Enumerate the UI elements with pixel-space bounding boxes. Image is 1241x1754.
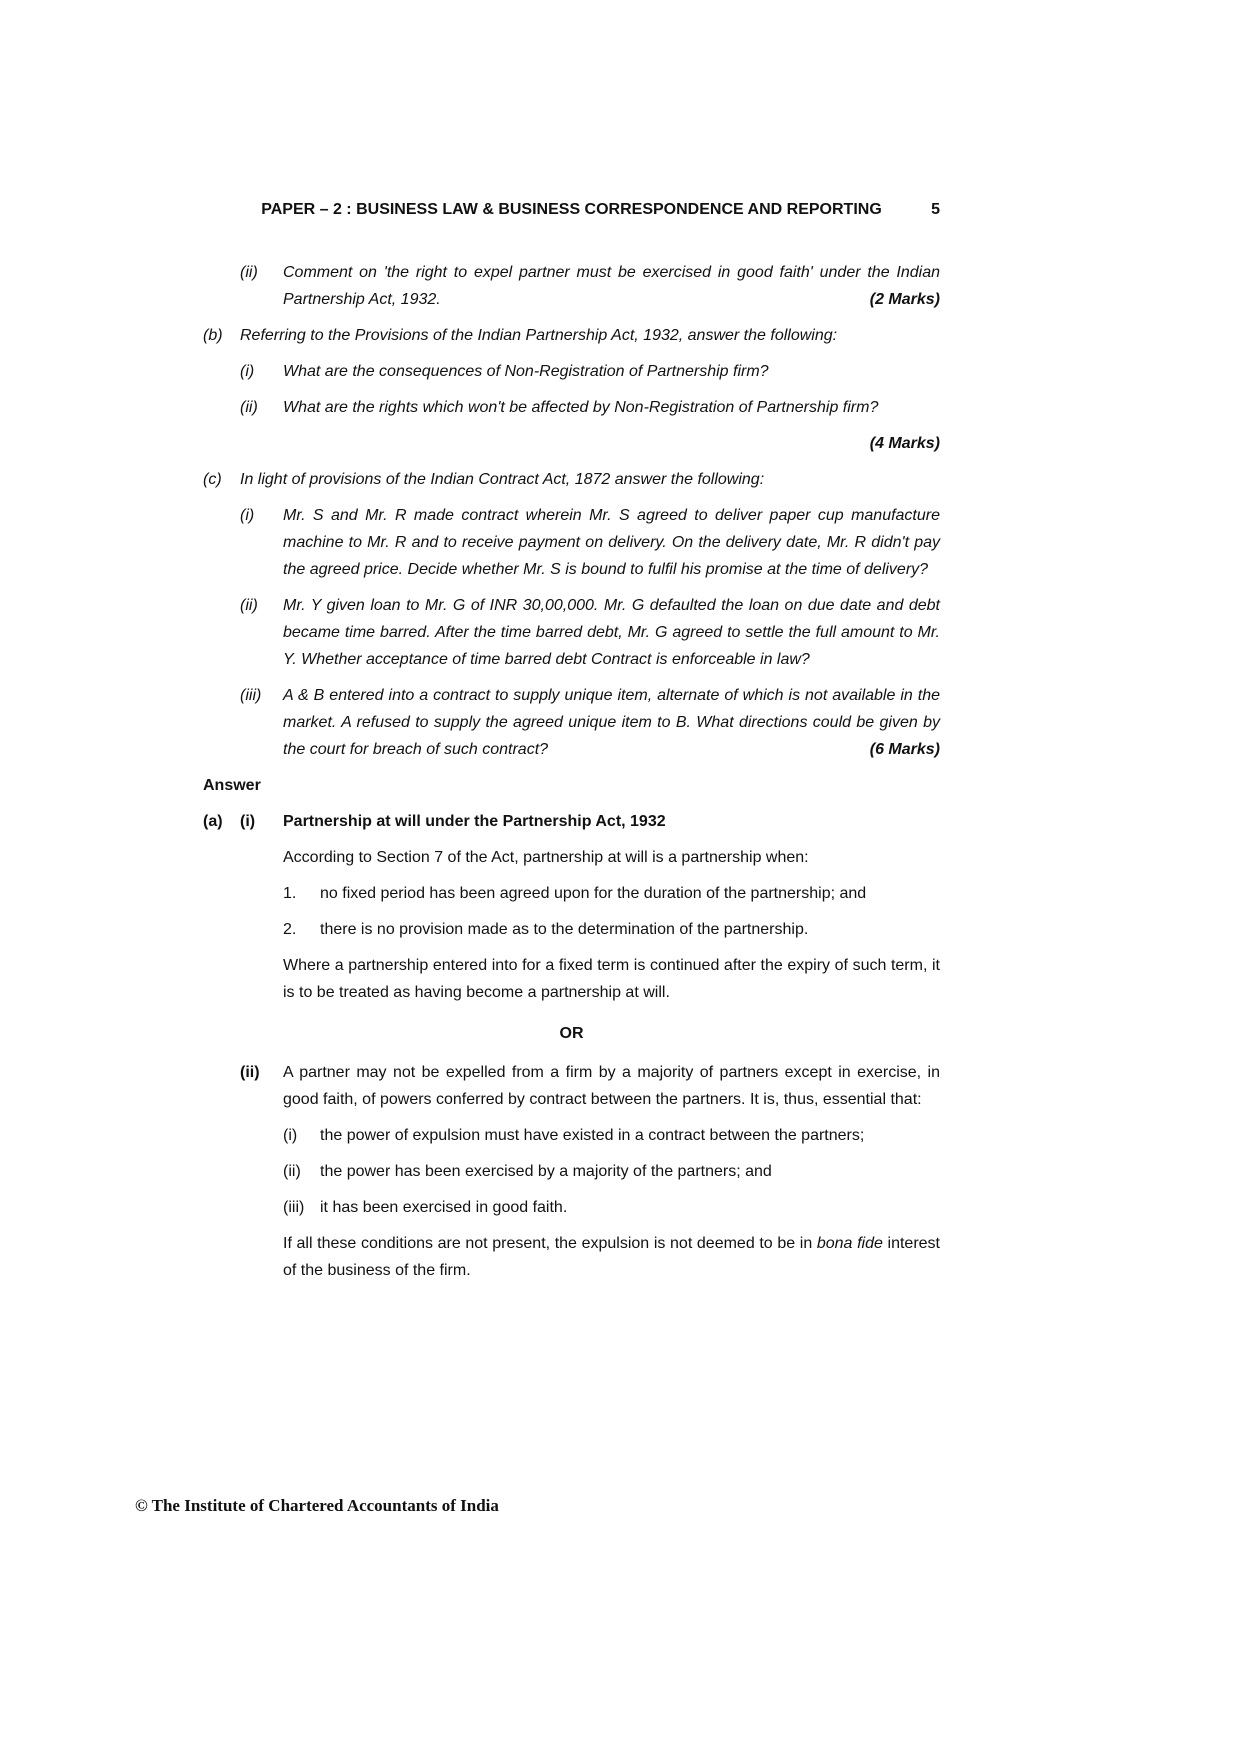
question-c-i-text: Mr. S and Mr. R made contract wherein Mr. S agreed to deliver paper cup manufacture machine to Mr. R and to receive payment on delivery. On the delivery date, Mr. R didn't pay the agreed price. Decide whether Mr. S is bound to fulfil his promise at the time of delivery? <box>283 507 940 578</box>
question-c-ii-label: (ii) <box>240 597 258 614</box>
answer-a-i-point-2-text: there is no provision made as to the determination of the partnership. <box>320 921 809 938</box>
answer-a-i-point-1-text: no fixed period has been agreed upon for the duration of the partnership; and <box>320 885 867 902</box>
question-b-intro-text: Referring to the Provisions of the Indian Partnership Act, 1932, answer the following: <box>240 327 838 344</box>
footer-copyright: © The Institute of Chartered Accountants of India <box>135 1496 499 1515</box>
question-b-item-i <box>203 358 940 385</box>
answer-a-ii-point-i-text: the power of expulsion must have existed in a contract between the partners; <box>320 1127 865 1144</box>
question-c-ii-text: Mr. Y given loan to Mr. G of INR 30,00,000. Mr. G defaulted the loan on due date and debt became time barred. After the time barred debt, Mr. G agreed to settle the full amount to Mr. Y. Whether acceptance of time barred debt Contract is enforceable in law? <box>283 597 940 668</box>
answer-a-ii-point-i-label: (i) <box>283 1127 298 1144</box>
question-c-iii-text: A & B entered into a contract to supply unique item, alternate of which is not available in the market. A refused to supply the agreed unique item to B. What directions could be given by the court for breach of such contract? <box>283 687 940 758</box>
answer-a-ii-point-iii <box>203 1194 940 1221</box>
answer-a-i-point-1 <box>203 880 940 907</box>
answer-a-ii-label: (ii) <box>240 1064 260 1081</box>
answer-a-ii-intro-row <box>203 1059 940 1113</box>
page-header <box>203 196 940 223</box>
answer-a-ii-conclusion-row <box>203 1230 940 1284</box>
question-c-intro-text: In light of provisions of the Indian Contract Act, 1872 answer the following: <box>240 471 765 488</box>
answer-a-ii-point-iii-text: it has been exercised in good faith. <box>320 1199 568 1216</box>
question-b-ii-text: What are the rights which won't be affected by Non-Registration of Partnership firm? <box>283 399 879 416</box>
answer-a-i-intro: According to Section 7 of the Act, partnership at will is a partnership when: <box>283 849 809 866</box>
answer-a-i-point-1-label: 1. <box>283 885 297 902</box>
answer-a-i-point-2-label: 2. <box>283 921 297 938</box>
answer-a-i-title-row <box>203 808 940 835</box>
marks-a-ii: (2 Marks) <box>869 291 940 308</box>
page-number: 5 <box>931 201 940 218</box>
page-content <box>203 196 940 1293</box>
question-c-i-label: (i) <box>240 507 255 524</box>
question-b-item-ii <box>203 394 940 421</box>
question-b-label: (b) <box>203 327 223 344</box>
answer-a-ii-conclusion-italic: bona fide <box>816 1235 883 1252</box>
question-a-ii <box>203 259 940 313</box>
marks-b: (4 Marks) <box>869 435 940 452</box>
or-divider: OR <box>559 1025 584 1042</box>
answer-a-ii-point-ii-label: (ii) <box>283 1163 301 1180</box>
answer-a-ii-point-iii-label: (iii) <box>283 1199 305 1216</box>
answer-heading: Answer <box>203 777 261 794</box>
answer-a-ii-intro: A partner may not be expelled from a firm by a majority of partners except in exercise, in good faith, of powers conferred by contract between the partners. It is, thus, essential that: <box>283 1064 940 1108</box>
question-b-i-text: What are the consequences of Non-Registration of Partnership firm? <box>283 363 769 380</box>
page-header-title: PAPER – 2 : BUSINESS LAW & BUSINESS CORRESPONDENCE AND REPORTING <box>261 201 882 218</box>
question-c-item-i <box>203 502 940 583</box>
answer-a-ii-point-i <box>203 1122 940 1149</box>
answer-a-i-title: Partnership at will under the Partnership Act, 1932 <box>283 813 666 830</box>
question-a-ii-text: Comment on 'the right to expel partner must be exercised in good faith' under the Indian Partnership Act, 1932. <box>283 264 940 308</box>
question-b-i-label: (i) <box>240 363 255 380</box>
question-c-item-iii <box>203 682 940 763</box>
question-a-ii-label: (ii) <box>240 264 258 281</box>
answer-a-ii-point-ii <box>203 1158 940 1185</box>
question-c-intro <box>203 466 940 493</box>
answer-a-i-label: (i) <box>240 813 256 830</box>
marks-c-iii: (6 Marks) <box>869 741 940 758</box>
question-c-item-ii <box>203 592 940 673</box>
answer-a-ii-conclusion-pre: If all these conditions are not present, the expulsion is not deemed to be in <box>283 1235 817 1252</box>
answer-a-i-conclusion: Where a partnership entered into for a fixed term is continued after the expiry of such term, it is to be treated as having become a partnership at will. <box>283 957 940 1001</box>
answer-a-i-intro-row <box>203 844 940 871</box>
answer-a-i-point-2 <box>203 916 940 943</box>
question-b-ii-label: (ii) <box>240 399 258 416</box>
question-c-label: (c) <box>203 471 222 488</box>
answer-a-ii-conclusion-post: interest of the business of the firm. <box>283 1235 940 1279</box>
question-c-iii-label: (iii) <box>240 687 262 704</box>
answer-a-ii-point-ii-text: the power has been exercised by a majority of the partners; and <box>320 1163 772 1180</box>
answer-a-label: (a) <box>203 813 223 830</box>
answer-a-i-conclusion-row <box>203 952 940 1006</box>
question-b-intro <box>203 322 940 349</box>
